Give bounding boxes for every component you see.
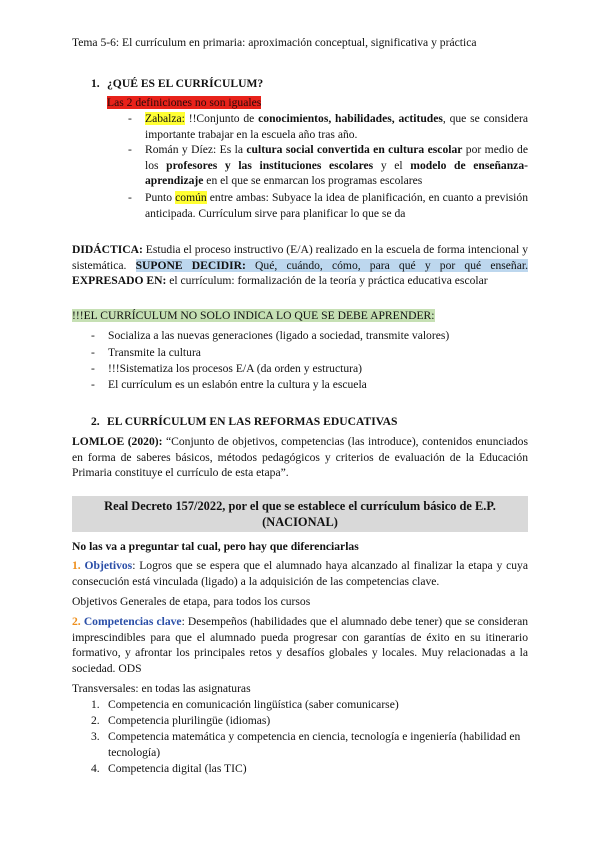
section2-title: EL CURRÍCULUM EN LAS REFORMAS EDUCATIVAS xyxy=(107,415,398,428)
section1-note: Las 2 definiciones no son iguales xyxy=(107,96,262,109)
lomloe-paragraph: LOMLOE (2020): “Conjunto de objetivos, competencias (las introduce), contenidos enunciados en forma de saberes básicos, métodos pedagógicos y criterios de evaluación de la Educación Primaria constituye el currículo de esta etapa”. xyxy=(72,435,528,480)
competencia-item: Competencia en comunicación lingüística (saber comunicarse) xyxy=(108,698,399,711)
decree-title: Real Decreto 157/2022, por el que se establece el currículum básico de E.P. (NACIONAL) xyxy=(104,499,496,530)
section2-number: 2. xyxy=(91,415,100,428)
objetivos-paragraph: 1. Objetivos: Logros que se espera que el alumnado haya alcanzado al finalizar la etapa y cuya consecución está vinculada (ligado) a la adquisición de las competencias clave. xyxy=(72,559,528,588)
dash: - xyxy=(128,112,132,125)
dash: - xyxy=(128,191,132,204)
section1-number: 1. xyxy=(91,77,100,90)
competencias-paragraph: 2. Competencias clave: Desempeños (habilidades que el alumnado debe tener) que se consideran imprescindibles para que el alumnado pueda progresar con garantías de éxito en su itinerario formativo, y afrontar los principales retos y desafíos globales y locales. Muy relacionadas a la sociedad. ODS xyxy=(72,615,529,675)
green-note: !!!EL CURRÍCULUM NO SOLO INDICA LO QUE SE DEBE APRENDER: xyxy=(72,309,435,322)
list-number: 1. xyxy=(91,698,100,711)
didactica-paragraph: DIDÁCTICA: Estudia el proceso instructivo (E/A) realizado en la escuela de forma intencional y sistemática. SUPONE DECIDIR: Qué, cuándo, cómo, para qué y por qué enseñar. EXPRESADO EN: el currículum: formalización de la teoría y práctica educativa escolar xyxy=(72,243,528,288)
dash: - xyxy=(91,329,95,342)
list-item: Socializa a las nuevas generaciones (ligado a sociedad, transmite valores) xyxy=(108,329,450,342)
page-header: Tema 5-6: El currículum en primaria: aproximación conceptual, significativa y práctica xyxy=(72,36,477,49)
competencia-item: Competencia digital (las TIC) xyxy=(108,762,247,775)
list-item: Transmite la cultura xyxy=(108,346,201,359)
definition-roman-diez: Román y Díez: Es la cultura social convertida en cultura escolar por medio de los profesores y las instituciones escolares y el modelo de enseñanza-aprendizaje en el que se enmarcan los programas escolares xyxy=(145,143,528,188)
dash: - xyxy=(91,378,95,391)
dash: - xyxy=(91,362,95,375)
list-item: !!!Sistematiza los procesos E/A (da orden y estructura) xyxy=(108,362,363,375)
definition-zabalza: Zabalza: !!Conjunto de conocimientos, habilidades, actitudes, que se considera importante trabajar en la escuela año tras año. xyxy=(145,112,529,141)
competencia-item: Competencia matemática y competencia en ciencia, tecnología e ingeniería (habilidad en tecnología) xyxy=(108,730,521,759)
section1-title: ¿QUÉ ES EL CURRÍCULUM? xyxy=(107,77,264,90)
dash: - xyxy=(91,346,95,359)
list-item: El currículum es un eslabón entre la cultura y la escuela xyxy=(108,378,367,391)
list-number: 4. xyxy=(91,762,100,775)
transversales: Transversales: en todas las asignaturas xyxy=(72,682,251,695)
competencia-item: Competencia plurilingüe (idiomas) xyxy=(108,714,271,727)
list-number: 3. xyxy=(91,730,100,743)
list-number: 2. xyxy=(91,714,100,727)
dash: - xyxy=(128,143,132,156)
decree-subtitle: No las va a preguntar tal cual, pero hay que diferenciarlas xyxy=(72,540,359,553)
definition-common: Punto común entre ambas: Subyace la idea de planificación, en cuanto a previsión anticipada. Currículum sirve para planificar lo que se da xyxy=(145,191,528,220)
objetivos-general: Objetivos Generales de etapa, para todos los cursos xyxy=(72,595,311,608)
